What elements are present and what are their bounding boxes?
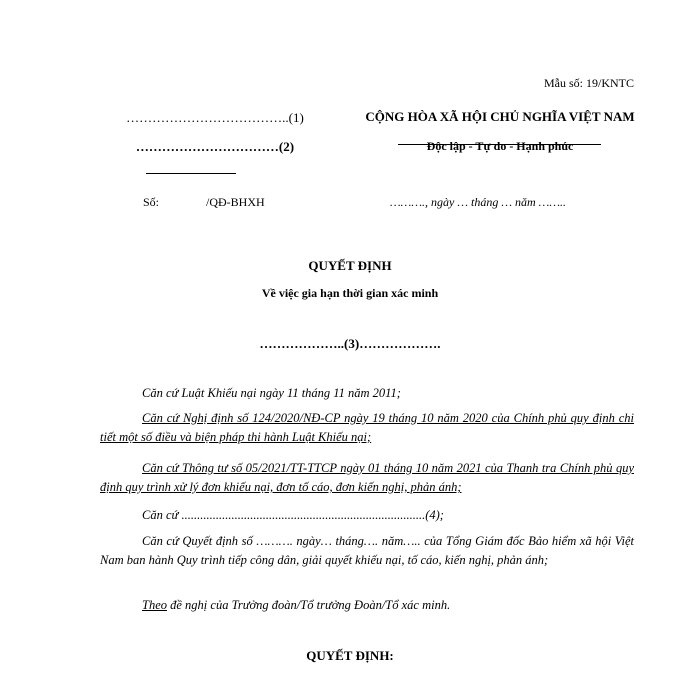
form-number: Mẫu số: 19/KNTC bbox=[544, 76, 634, 90]
issuing-body-line-1: ………………………………..(1) bbox=[126, 110, 304, 125]
legal-basis-2: Căn cứ Nghị định số 124/2020/NĐ-CP ngày 19 tháng 10 năm 2020 của Chính phủ quy định chi tiết một số điều và biện pháp thi hành Luật Khiếu nại; bbox=[100, 411, 634, 444]
theo-word: Theo bbox=[142, 598, 167, 612]
document-number-label: Số: bbox=[143, 195, 160, 209]
document-number-code: /QĐ-BHXH bbox=[206, 195, 265, 209]
issuing-body-line-2: ……………………………(2) bbox=[135, 139, 295, 154]
legal-basis-1: Căn cứ Luật Khiếu nại ngày 11 tháng 11 năm 2011; bbox=[142, 386, 401, 400]
document-title: QUYẾT ĐỊNH bbox=[308, 258, 392, 273]
document-subtitle: Về việc gia hạn thời gian xác minh bbox=[261, 286, 439, 300]
left-header-rule bbox=[146, 173, 236, 174]
national-title: CỘNG HÒA XÃ HỘI CHỦ NGHĨA VIỆT NAM bbox=[365, 109, 635, 124]
issuing-authority-line: ………………..(3)………………. bbox=[259, 336, 441, 351]
legal-basis-5: Căn cứ Quyết định số ………. ngày… tháng…. năm….. của Tổng Giám đốc Bảo hiểm xã hội Việt Nam ban hành Quy trình tiếp công dân, giải quyết khiếu nại, tố cáo, kiến nghị, phản ánh; bbox=[100, 534, 634, 567]
motto-strike-rule bbox=[398, 144, 601, 145]
national-motto: Độc lập - Tự do - Hạnh phúc bbox=[426, 139, 574, 153]
legal-basis-4: Căn cứ ..............................................................................(4); bbox=[142, 508, 444, 522]
place-date-line: ………., ngày … tháng … năm …….. bbox=[390, 195, 567, 209]
legal-basis-3: Căn cứ Thông tư số 05/2021/TT-TTCP ngày 01 tháng 10 năm 2021 của Thanh tra Chính phủ quy định quy trình xử lý đơn khiếu nại, đơn tố cáo, đơn kiến nghị, phản ánh; bbox=[100, 461, 634, 494]
proposal-paragraph bbox=[100, 596, 634, 615]
decision-heading: QUYẾT ĐỊNH: bbox=[306, 648, 394, 663]
proposal-text: đề nghị của Trưởng đoàn/Tổ trưởng Đoàn/Tổ xác minh. bbox=[167, 598, 451, 612]
